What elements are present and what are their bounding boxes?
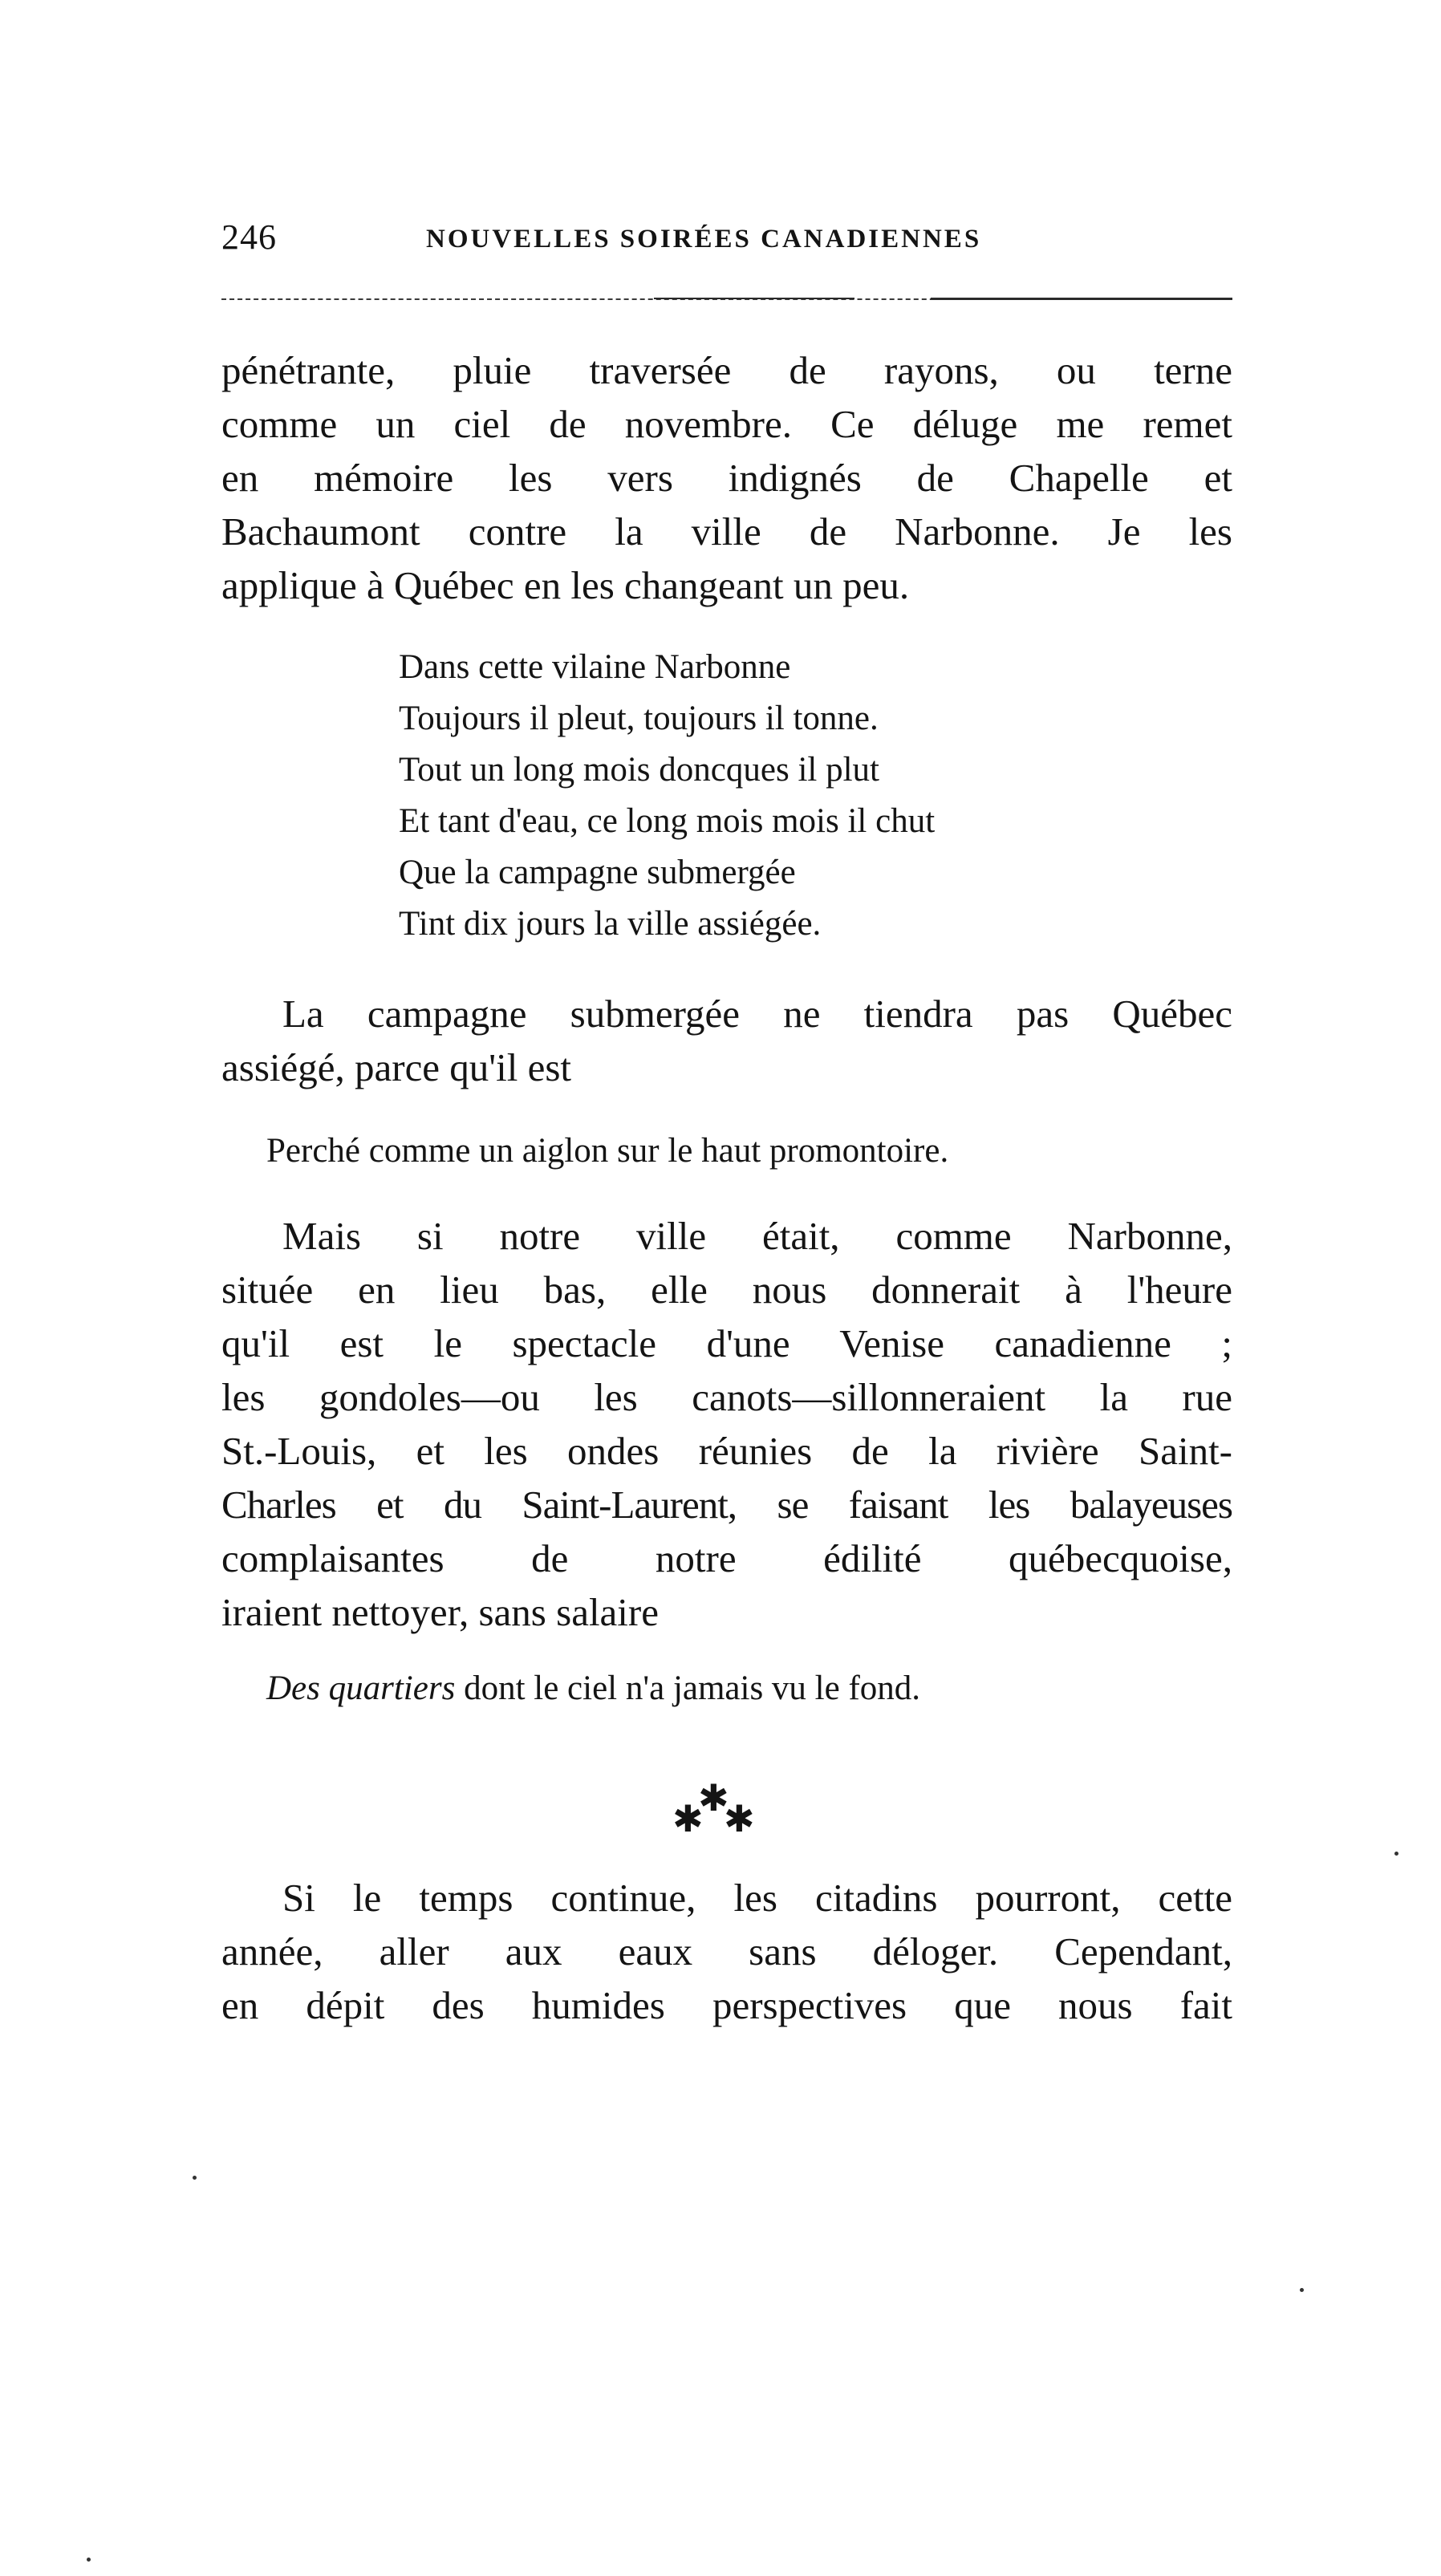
paragraph-4 xyxy=(221,1871,1232,2032)
poem-verse: Que la campagne submergée xyxy=(399,854,796,891)
poem-verse: Et tant d'eau, ce long mois mois il chut xyxy=(399,802,936,840)
scan-speck xyxy=(1394,1852,1398,1856)
header-rule-segment xyxy=(931,298,1232,300)
text-line: comme un ciel de novembre. Ce déluge me remet xyxy=(221,402,1232,446)
text-line: complaisantes de notre édilité québecquoise, xyxy=(221,1536,1232,1580)
running-title: NOUVELLES SOIRÉES CANADIENNES xyxy=(426,225,982,254)
page-number: 246 xyxy=(221,217,277,257)
text-line: iraient nettoyer, sans salaire xyxy=(221,1590,659,1634)
scan-speck xyxy=(1300,2288,1304,2292)
text-line: La campagne submergée ne tiendra pas Québec xyxy=(282,992,1232,1036)
text-line: en dépit des humides perspectives que nous fait xyxy=(221,1983,1232,2027)
poem-verse: Tout un long mois doncques il plut xyxy=(399,751,879,789)
asterism-ornament: ✱ ✱ ✱ xyxy=(672,1776,755,1840)
header-rule-segment xyxy=(654,298,854,299)
paragraph-2 xyxy=(221,987,1232,1094)
paragraph-1 xyxy=(221,343,1232,612)
text-line: applique à Québec en les changeant un peu. xyxy=(221,563,910,607)
text-line: St.-Louis, et les ondes réunies de la rivière Saint- xyxy=(221,1429,1232,1473)
poem-verse: Toujours il pleut, toujours il tonne. xyxy=(399,700,879,737)
scan-speck xyxy=(87,2558,91,2562)
text-line: Charles et du Saint-Laurent, se faisant les balayeuses xyxy=(221,1483,1232,1527)
text-line: les gondoles—ou les canots—sillonneraient la rue xyxy=(221,1375,1232,1419)
scan-speck xyxy=(193,2176,197,2180)
quote-line: Perché comme un aiglon sur le haut promontoire. xyxy=(266,1132,949,1170)
poem-verse: Dans cette vilaine Narbonne xyxy=(399,648,791,686)
paragraph-3 xyxy=(221,1209,1232,1639)
text-line: pénétrante, pluie traversée de rayons, ou terne xyxy=(221,348,1232,392)
text-line: Mais si notre ville était, comme Narbonne, xyxy=(282,1214,1232,1258)
text-line: Bachaumont contre la ville de Narbonne. Je les xyxy=(221,509,1232,554)
text-line: en mémoire les vers indignés de Chapelle et xyxy=(221,456,1232,500)
text-line: qu'il est le spectacle d'une Venise canadienne ; xyxy=(221,1321,1232,1365)
poem-verse: Tint dix jours la ville assiégée. xyxy=(399,905,822,943)
quote-line xyxy=(266,1669,920,1708)
text-line: année, aller aux eaux sans déloger. Cependant, xyxy=(221,1929,1232,1974)
text-line: située en lieu bas, elle nous donnerait à l'heure xyxy=(221,1268,1232,1312)
quote-rest: dont le ciel n'a jamais vu le fond. xyxy=(455,1669,921,1707)
text-line: assiégé, parce qu'il est xyxy=(221,1045,572,1089)
text-line: Si le temps continue, les citadins pourront, cette xyxy=(282,1876,1232,1920)
running-head xyxy=(221,217,1232,265)
poem xyxy=(399,642,935,950)
quote-italic: Des quartiers xyxy=(266,1669,456,1707)
